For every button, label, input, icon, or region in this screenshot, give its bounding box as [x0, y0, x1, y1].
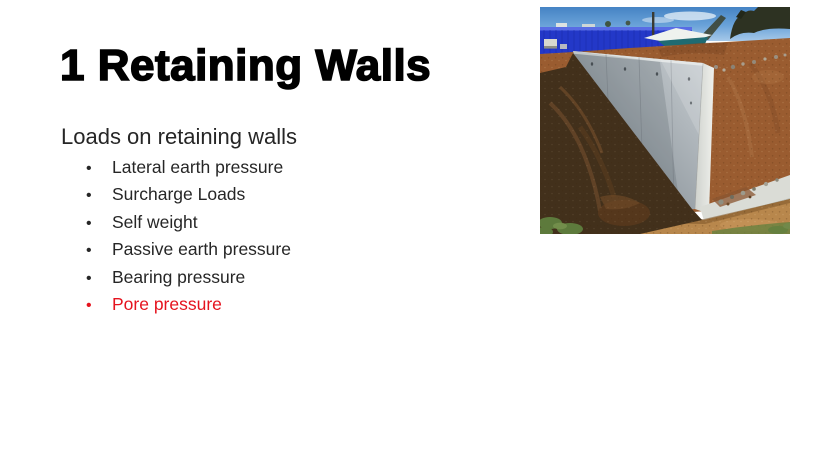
list-item — [86, 264, 291, 291]
list-item — [86, 181, 291, 208]
list-item — [86, 291, 291, 318]
list-item — [86, 209, 291, 236]
bullet-icon: • — [86, 160, 92, 177]
bullet-icon: • — [86, 242, 92, 260]
loads-bullet-list — [86, 154, 291, 318]
bullet-text: Pore pressure — [112, 293, 222, 314]
list-item — [86, 236, 291, 263]
bullet-text: Self weight — [112, 211, 198, 232]
bullet-icon: • — [86, 214, 92, 232]
bullet-icon: • — [86, 296, 92, 314]
slide-title: 1 Retaining Walls — [60, 41, 432, 90]
bullet-icon: • — [86, 187, 92, 205]
slide-subtitle: Loads on retaining walls — [61, 124, 298, 149]
bullet-text: Bearing pressure — [112, 266, 246, 287]
retaining-wall-photo — [540, 7, 790, 234]
bullet-text: Passive earth pressure — [112, 239, 291, 260]
list-item — [86, 154, 291, 181]
bullet-text: Surcharge Loads — [112, 184, 246, 205]
bullet-icon: • — [86, 269, 92, 287]
bullet-text: Lateral earth pressure — [112, 157, 284, 177]
